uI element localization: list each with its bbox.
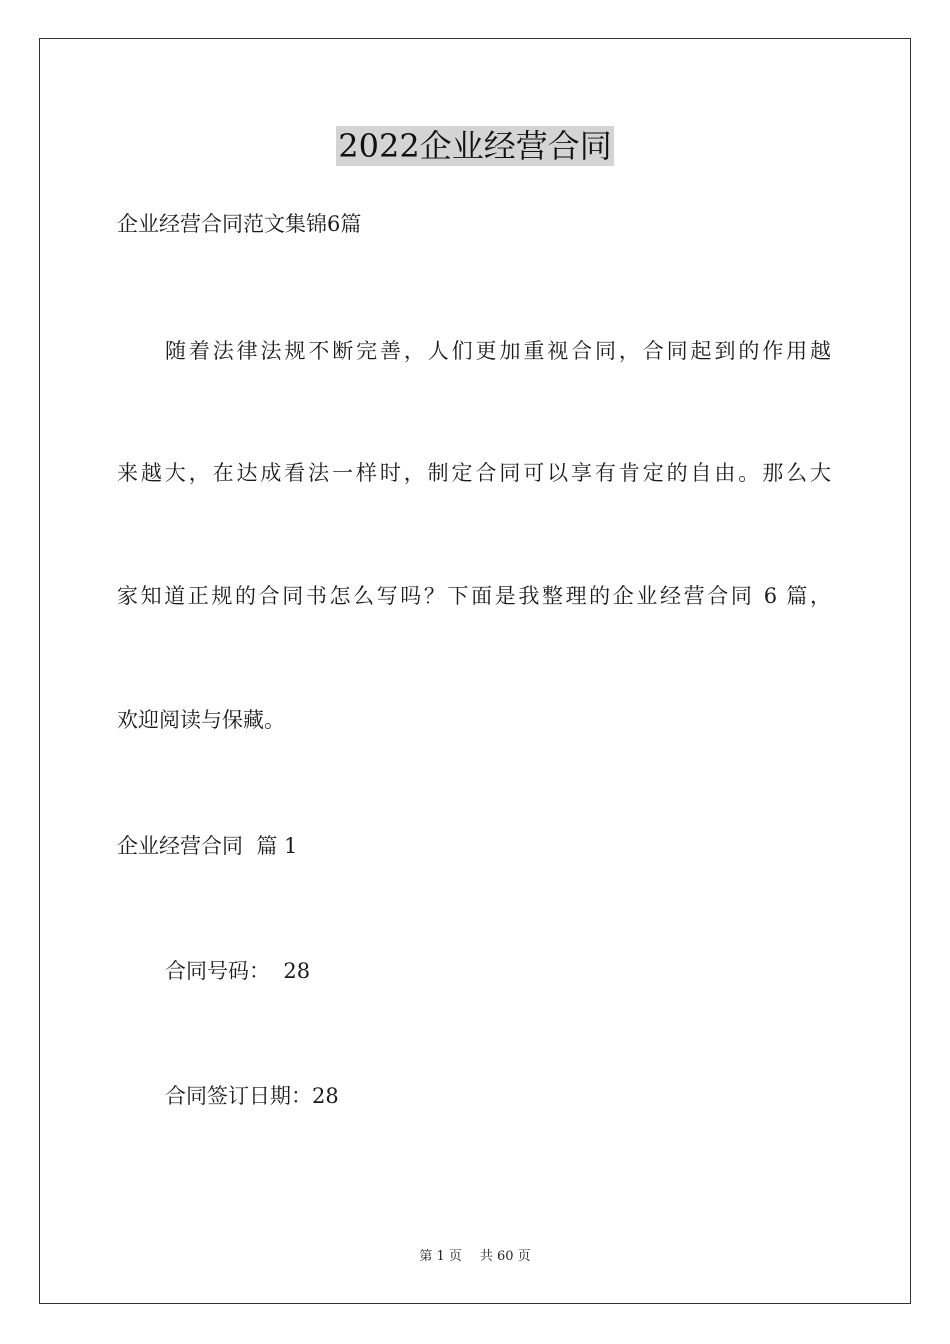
intro-line-2: 来越大，在达成看法一样时，制定合同可以享有肯定的自由。那么大 [117, 461, 831, 485]
page-footer [0, 1248, 950, 1266]
section-heading: 企业经营合同 篇 1 [117, 834, 298, 858]
intro-line-4: 欢迎阅读与保藏。 [117, 708, 285, 732]
intro-line-1: 随着法律法规不断完善，人们更加重视合同，合同起到的作用越 [165, 339, 831, 363]
document-subtitle: 企业经营合同范文集锦6篇 [117, 212, 362, 236]
intro-line-3: 家知道正规的合同书怎么写吗？下面是我整理的企业经营合同 6 篇， [117, 584, 831, 608]
page-total: 共 60 页 [479, 1249, 531, 1264]
contract-date: 合同签订日期：28 [165, 1084, 339, 1108]
contract-number: 合同号码： 28 [165, 959, 311, 983]
title-block [0, 126, 950, 166]
page-number: 第 1 页 [419, 1249, 462, 1264]
document-title: 2022企业经营合同 [338, 127, 612, 165]
